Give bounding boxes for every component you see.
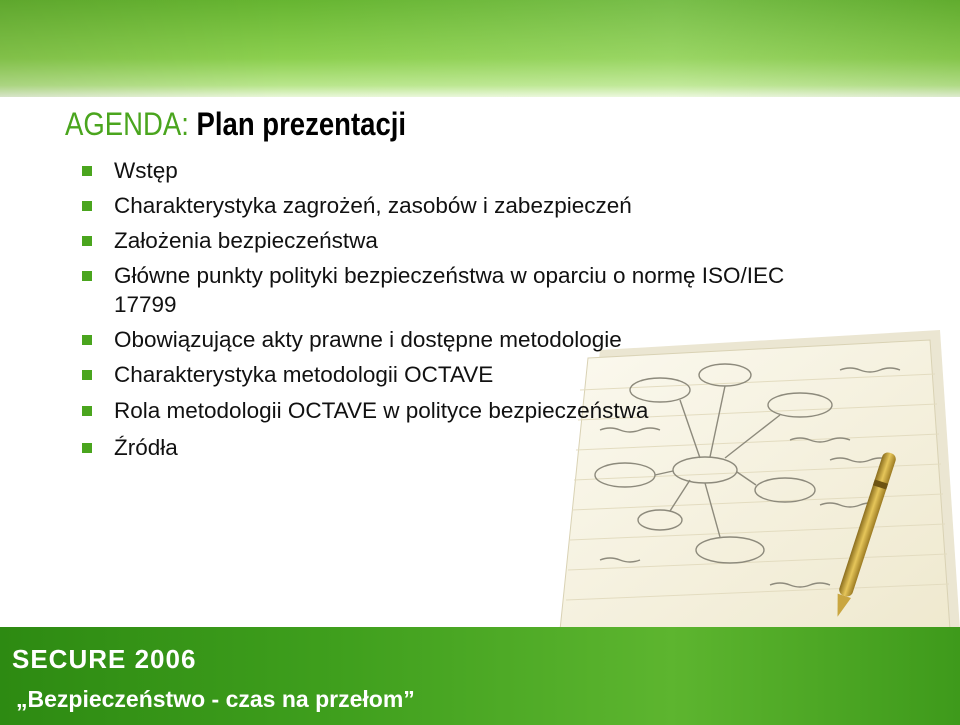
- agenda-item: [82, 261, 842, 319]
- agenda-item-text: Założenia bezpieczeństwa: [114, 228, 378, 253]
- agenda-item-text: Główne punkty polityki bezpieczeństwa w oparciu o normę ISO/IEC 17799: [114, 263, 785, 317]
- agenda-item-text: Źródła: [114, 435, 178, 460]
- agenda-item: [82, 325, 842, 354]
- agenda-item: [82, 191, 842, 220]
- green-square-bullet-icon: [82, 406, 92, 416]
- green-square-bullet-icon: [82, 201, 92, 211]
- agenda-item-text: Obowiązujące akty prawne i dostępne metodologie: [114, 327, 622, 352]
- green-square-bullet-icon: [82, 271, 92, 281]
- agenda-item: [82, 226, 842, 255]
- green-square-bullet-icon: [82, 236, 92, 246]
- agenda-list: [82, 156, 842, 462]
- brand-logo-text: SECURE 2006: [12, 644, 197, 674]
- green-square-bullet-icon: [82, 370, 92, 380]
- green-square-bullet-icon: [82, 443, 92, 453]
- green-square-bullet-icon: [82, 166, 92, 176]
- agenda-item-text: Rola metodologii OCTAVE w polityce bezpieczeństwa: [114, 398, 649, 423]
- slide-title: [65, 104, 406, 144]
- agenda-item: [82, 156, 842, 185]
- agenda-item-text: Charakterystyka zagrożeń, zasobów i zabezpieczeń: [114, 193, 632, 218]
- agenda-item-text: Wstęp: [114, 158, 178, 183]
- agenda-item: [82, 360, 842, 389]
- header-band: [0, 0, 960, 97]
- green-square-bullet-icon: [82, 335, 92, 345]
- title-plan-label: Plan prezentacji: [196, 106, 407, 142]
- agenda-item: [82, 433, 842, 462]
- agenda-item: [82, 396, 842, 425]
- agenda-item-text: Charakterystyka metodologii OCTAVE: [114, 362, 494, 387]
- title-agenda-label: AGENDA:: [65, 106, 189, 142]
- conference-tagline: „Bezpieczeństwo - czas na przełom”: [16, 686, 415, 712]
